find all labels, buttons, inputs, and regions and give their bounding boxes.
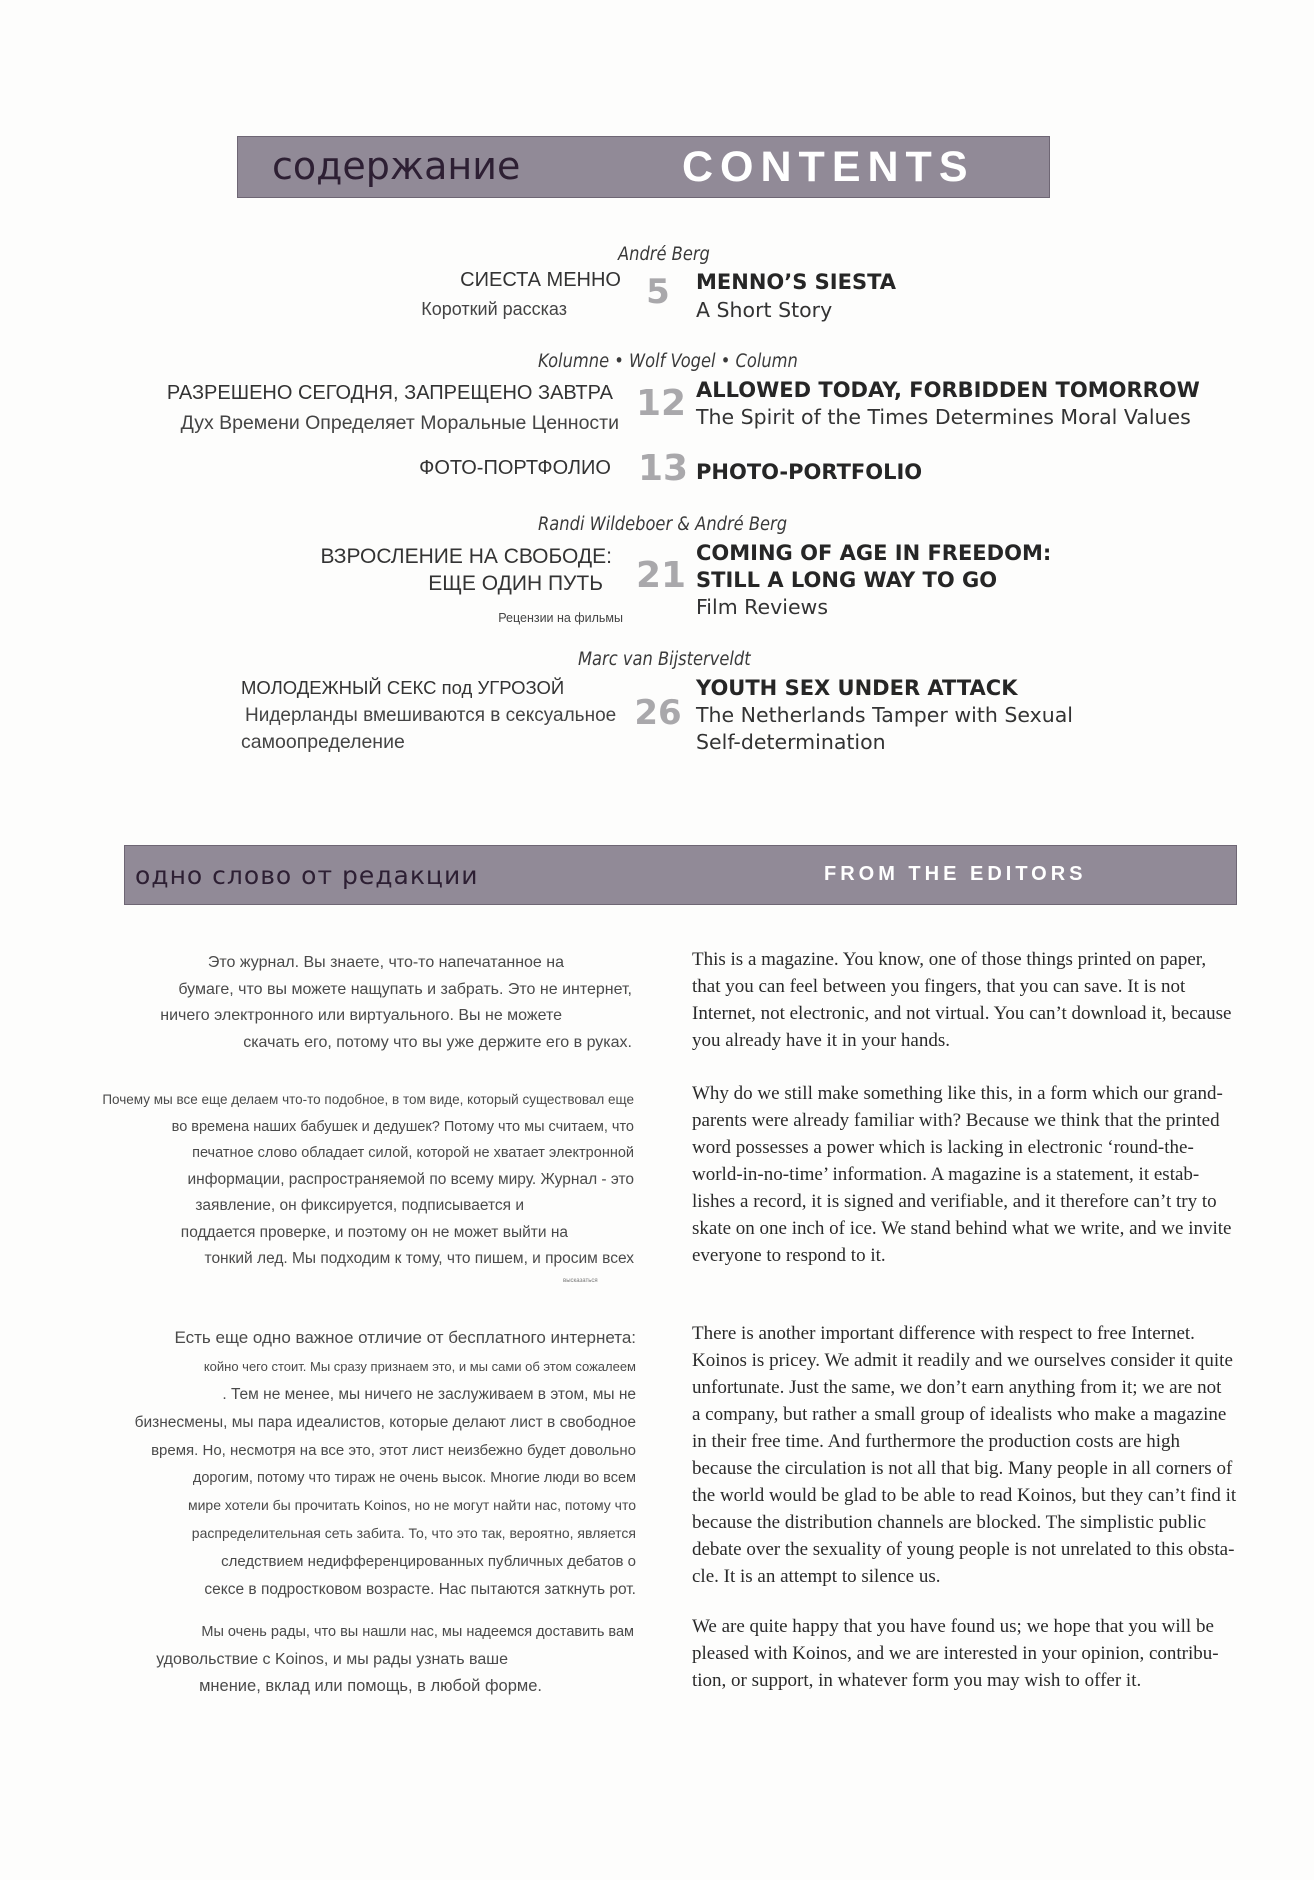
ru-line: заявление, он фиксируется, подписывается и (195, 1197, 524, 1214)
en-line: parents were already familiar with? Because we think that the printed (692, 1110, 1220, 1131)
en-line: cle. It is an attempt to silence us. (692, 1566, 941, 1587)
ru-paragraph (100, 950, 632, 1056)
page-number: 13 (638, 448, 689, 489)
entry-author: Marc van Bijsterveldt (578, 649, 751, 670)
entry-subtitle-en: A Short Story (696, 298, 833, 322)
entry-title-en: MENNO’S SIESTA (696, 270, 897, 294)
en-line: skate on one inch of ice. We stand behind what we write, and we invite (692, 1218, 1232, 1239)
ru-fragment: высказаться (563, 1278, 598, 1284)
en-line: There is another important difference with respect to free Internet. (692, 1323, 1195, 1344)
entry-author: Randi Wildeboer & André Berg (538, 514, 788, 535)
entry-title-ru: ВЗРОСЛЕНИЕ НА СВОБОДЕ: (320, 545, 612, 568)
ru-line: . Тем не менее, мы ничего не заслуживаем в этом, мы не (222, 1386, 636, 1403)
page-number: 26 (634, 693, 682, 733)
ru-paragraph (100, 1618, 634, 1700)
ru-line: сексе в подростковом возрасте. Нас пытаются заткнуть рот. (204, 1581, 636, 1598)
en-line: because the distribution channels are blocked. The simplistic public (692, 1512, 1207, 1533)
en-line: lishes a record, it is signed and verifiable, and it therefore can’t try to (692, 1191, 1217, 1212)
ru-line: Это журнал. Вы знаете, что-то напечатанное на (207, 954, 564, 971)
en-line: world-in-no-time’ information. A magazine is a statement, it estab- (692, 1164, 1200, 1185)
page-number: 5 (646, 272, 670, 312)
ru-line: ничего электронного или виртуального. Вы не можете (160, 1007, 562, 1024)
entry-title-ru: МОЛОДЕЖНЫЙ СЕКС под УГРОЗОЙ (241, 677, 565, 698)
ru-line: Почему мы все еще делаем что-то подобное, в том виде, который существовал еще (102, 1092, 634, 1107)
en-paragraph (692, 1080, 1240, 1269)
en-line: everyone to respond to it. (692, 1245, 886, 1266)
entry-subtitle-ru: Короткий рассказ (421, 299, 567, 319)
ru-line: мнение, вклад или помощь, в любой форме. (199, 1677, 542, 1695)
ru-line: мире хотели бы прочитать Koinos, но не могут найти нас, потому что (187, 1497, 636, 1513)
ru-line: дорогим, потому что тираж не очень высок. Многие люди во всем (192, 1470, 636, 1486)
entry-subtitle-en: The Spirit of the Times Determines Moral Values (696, 405, 1191, 429)
editors-header-bar (124, 845, 1237, 905)
entry-subtitle-en: Self-determination (696, 730, 886, 754)
ru-line: поддается проверке, и поэтому он не может выйти на (180, 1223, 568, 1241)
ru-line: распределительная сеть забита. То, что это так, вероятно, является (191, 1525, 636, 1541)
en-line: We are quite happy that you have found us; we hope that you will be (692, 1616, 1214, 1637)
en-line: in their free time. And furthermore the production costs are high (692, 1431, 1181, 1452)
contents-header-ru: содержание (272, 144, 521, 188)
entry-subtitle-en: The Netherlands Tamper with Sexual (696, 703, 1074, 727)
entry-title-ru: СИЕСТА МЕННО (460, 269, 621, 291)
entry-title-en: PHOTO-PORTFOLIO (696, 460, 923, 484)
ru-line: во времена наших бабушек и дедушек? Потому что мы считаем, что (171, 1118, 634, 1135)
entry-subtitle-en: Film Reviews (696, 595, 828, 619)
entry-title-ru: РАЗРЕШЕНО СЕГОДНЯ, ЗАПРЕЩЕНО ЗАВТРА (166, 382, 613, 404)
en-line: debate over the sexuality of young people is not unrelated to this obsta- (692, 1539, 1235, 1560)
ru-paragraph (100, 1324, 636, 1604)
contents-header-en: CONTENTS (682, 143, 975, 191)
en-line: because the circulation is not all that big. Many people in all corners of (692, 1458, 1233, 1479)
entry-title-en: YOUTH SEX UNDER ATTACK (696, 676, 1018, 700)
entry-author: André Berg (618, 244, 710, 265)
en-line: Why do we still make something like this, in a form which our grand- (692, 1083, 1223, 1104)
en-line: Internet, not electronic, and not virtual. You can’t download it, because (692, 1003, 1232, 1024)
ru-line: следствием недифференцированных публичных дебатов о (221, 1553, 636, 1570)
en-line: that you can feel between you fingers, that you can save. It is not (692, 976, 1186, 997)
entry-subtitle-ru: самоопределение (241, 731, 405, 753)
en-line: unfortunate. Just the same, we don’t earn anything from it; we are not (692, 1377, 1222, 1398)
ru-line: тонкий лед. Мы подходим к тому, что пишем, и просим всех (204, 1250, 634, 1267)
ru-line: Есть еще одно важное отличие от бесплатного интернета: (174, 1328, 636, 1347)
en-line: you already have it in your hands. (692, 1030, 951, 1051)
ru-line: бизнесмены, мы пара идеалистов, которые делают лист в свободное (134, 1414, 636, 1431)
en-line: the world would be glad to be able to read Koinos, but they can’t find it (692, 1485, 1237, 1506)
contents-header-bar (237, 136, 1050, 198)
entry-title-en: STILL A LONG WAY TO GO (696, 568, 998, 592)
en-line: pleased with Koinos, and we are interested in your opinion, contribu- (692, 1643, 1219, 1664)
en-line: Koinos is pricey. We admit it readily and we ourselves consider it quite (692, 1350, 1233, 1371)
entry-subtitle-ru: Рецензии на фильмы (498, 611, 623, 625)
editors-header-en: FROM THE EDITORS (824, 863, 1087, 885)
ru-line: Мы очень рады, что вы нашли нас, мы надеемся доставить вам (201, 1624, 634, 1640)
editors-header-ru: одно слово от редакции (135, 861, 479, 890)
en-line: word possesses a power which is lacking in electronic ‘round-the- (692, 1137, 1194, 1158)
ru-line: печатное слово обладает силой, которой не хватает электронной (192, 1145, 634, 1161)
entry-author: Kolumne • Wolf Vogel • Column (538, 351, 798, 372)
en-line: a company, but rather a small group of idealists who make a magazine (692, 1404, 1227, 1425)
entry-subtitle-ru: Нидерланды вмешиваются в сексуальное (245, 705, 617, 726)
entry-title-ru: ФОТО-ПОРТФОЛИО (419, 457, 611, 479)
en-paragraph (692, 1613, 1240, 1694)
entry-subtitle-ru: Дух Времени Определяет Моральные Ценности (180, 412, 619, 434)
ru-line: время. Но, несмотря на все это, этот лист неизбежно будет довольно (151, 1442, 636, 1459)
ru-line: бумаге, что вы можете нащупать и забрать. Это не интернет, (178, 980, 632, 998)
en-line: tion, or support, in whatever form you may wish to offer it. (692, 1670, 1142, 1691)
en-line: This is a magazine. You know, one of those things printed on paper, (692, 949, 1207, 970)
ru-line: скачать его, потому что вы уже держите его в руках. (243, 1033, 632, 1051)
page-number: 21 (636, 555, 687, 596)
entry-title-ru: ЕЩЕ ОДИН ПУТЬ (428, 572, 603, 595)
ru-paragraph (100, 1087, 634, 1273)
page-number: 12 (636, 383, 687, 424)
ru-line: койно чего стоит. Мы сразу признаем это, и мы сами об этом сожалеем (203, 1359, 636, 1374)
entry-title-en: COMING OF AGE IN FREEDOM: (696, 541, 1052, 565)
ru-line: удовольствие с Koinos, и мы рады узнать ваше (156, 1651, 508, 1668)
entry-title-en: ALLOWED TODAY, FORBIDDEN TOMORROW (696, 378, 1200, 402)
en-paragraph (692, 946, 1240, 1054)
en-paragraph (692, 1320, 1240, 1590)
ru-line: информации, распространяемой по всему миру. Журнал - это (187, 1170, 634, 1188)
